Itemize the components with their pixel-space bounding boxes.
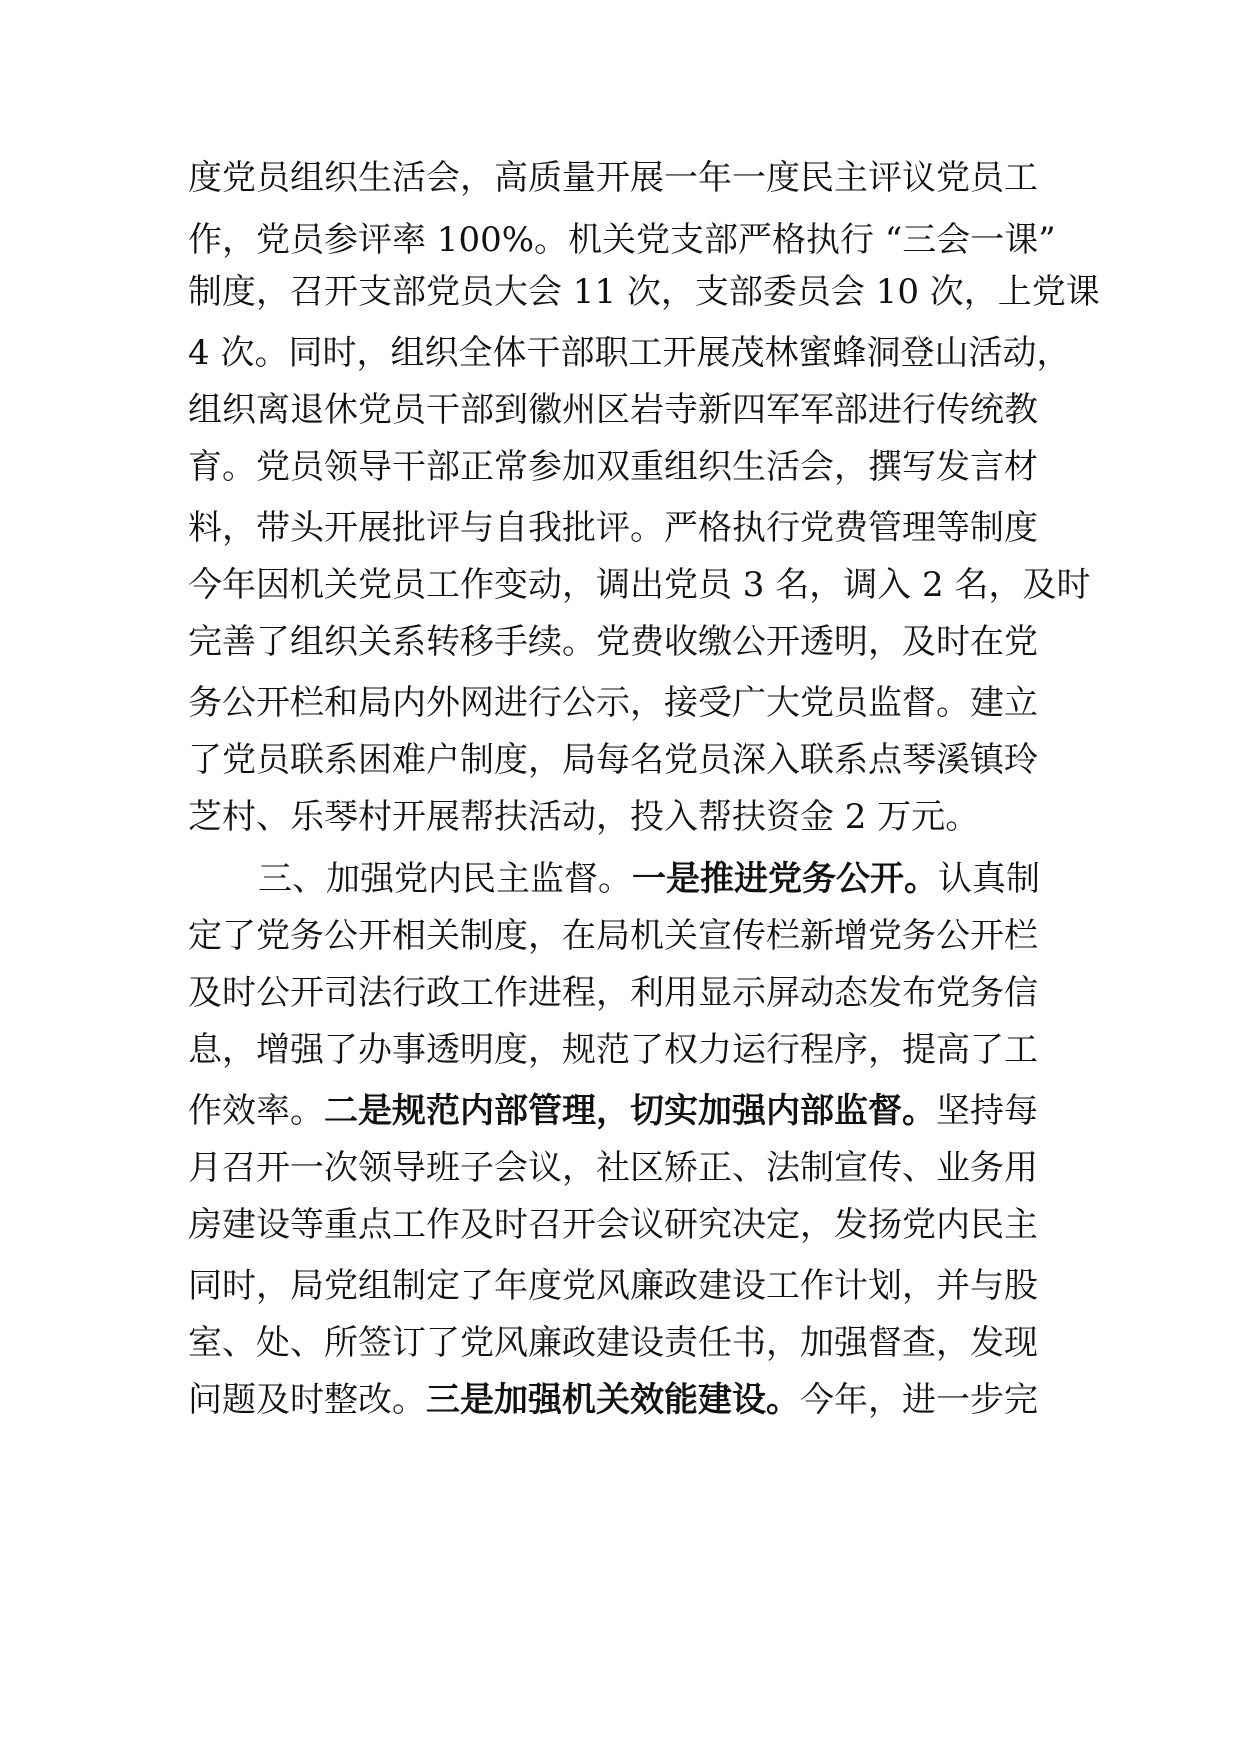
text-span: 定了党务公开相关制度，在局机关宣传栏新增党务公开栏 (188, 916, 1038, 956)
bold-subheading: 一是推进党务公开。 (632, 859, 938, 899)
text-span: 作效率。 (188, 1091, 324, 1131)
text-line (188, 1138, 1068, 1198)
text-line (188, 323, 1071, 383)
text-span: 坚持每 (936, 1091, 1038, 1131)
text-span: 房建设等重点工作及时召开会议研究决定，发扬党内民主 (188, 1205, 1038, 1245)
text-span: 制度，召开支部党员大会 11 次，支部委员会 10 次，上党课 (188, 272, 1100, 312)
text-line (188, 1370, 1068, 1430)
bold-subheading: 二是规范内部管理，切实加强内部监督。 (324, 1091, 936, 1131)
text-span: 育。党员领导干部正常参加双重组织生活会，撰写发言材 (188, 447, 1038, 487)
text-span: 芝村、乐琴村开展帮扶活动，投入帮扶资金 2 万元。 (188, 797, 980, 837)
text-line (188, 555, 1091, 615)
text-span: 及时公开司法行政工作进程，利用显示屏动态发布党务信 (188, 973, 1038, 1013)
text-line (188, 498, 1068, 558)
text-line (188, 262, 1100, 322)
section-heading-line (258, 849, 1068, 909)
text-line (188, 148, 1068, 208)
text-span: 务公开栏和局内外网进行公示，接受广大党员监督。建立 (188, 683, 1038, 723)
text-span: 组织离退休党员干部到徽州区岩寺新四军军部进行传统教 (188, 390, 1038, 430)
text-span: 料，带头开展批评与自我批评。严格执行党费管理等制度 (188, 508, 1038, 548)
text-line (188, 437, 1068, 497)
text-line (188, 906, 1068, 966)
text-span: 度党员组织生活会，高质量开展一年一度民主评议党员工 (188, 158, 1038, 198)
text-span: 息，增强了办事透明度，规范了权力运行程序，提高了工 (188, 1030, 1038, 1070)
text-span: 完善了组织关系转移手续。党费收缴公开透明，及时在党 (188, 622, 1038, 662)
text-span: 今年，进一步完 (800, 1380, 1038, 1420)
text-line (188, 1195, 1068, 1255)
text-line (188, 730, 1068, 790)
text-span: 同时，局党组制定了年度党风廉政建设工作计划，并与股 (188, 1266, 1038, 1306)
text-line (188, 1313, 1068, 1373)
bold-subheading: 三是加强机关效能建设。 (426, 1380, 800, 1420)
section-heading: 三、加强党内民主监督。 (258, 859, 632, 899)
text-line (188, 963, 1068, 1023)
text-line (188, 787, 1068, 847)
text-span: 室、处、所签订了党风廉政建设责任书，加强督查，发现 (188, 1323, 1038, 1363)
text-line (188, 1256, 1068, 1316)
text-span: 作，党员参评率 100%。机关党支部严格执行 “三会一课” (188, 220, 1056, 260)
text-span: 了党员联系困难户制度，局每名党员深入联系点琴溪镇玲 (188, 740, 1038, 780)
text-line (188, 1020, 1068, 1080)
text-line (188, 1081, 1068, 1141)
text-line (188, 612, 1068, 672)
text-span: 月召开一次领导班子会议，社区矫正、法制宣传、业务用 (188, 1148, 1038, 1188)
text-span: 今年因机关党员工作变动，调出党员 3 名，调入 2 名，及时 (188, 565, 1091, 605)
text-span: 问题及时整改。 (188, 1380, 426, 1420)
text-span: 认真制 (938, 859, 1040, 899)
text-line (188, 380, 1068, 440)
text-line (188, 673, 1068, 733)
text-span: 4 次。同时，组织全体干部职工开展茂林蜜蜂洞登山活动， (188, 333, 1071, 373)
text-line (188, 210, 1068, 270)
